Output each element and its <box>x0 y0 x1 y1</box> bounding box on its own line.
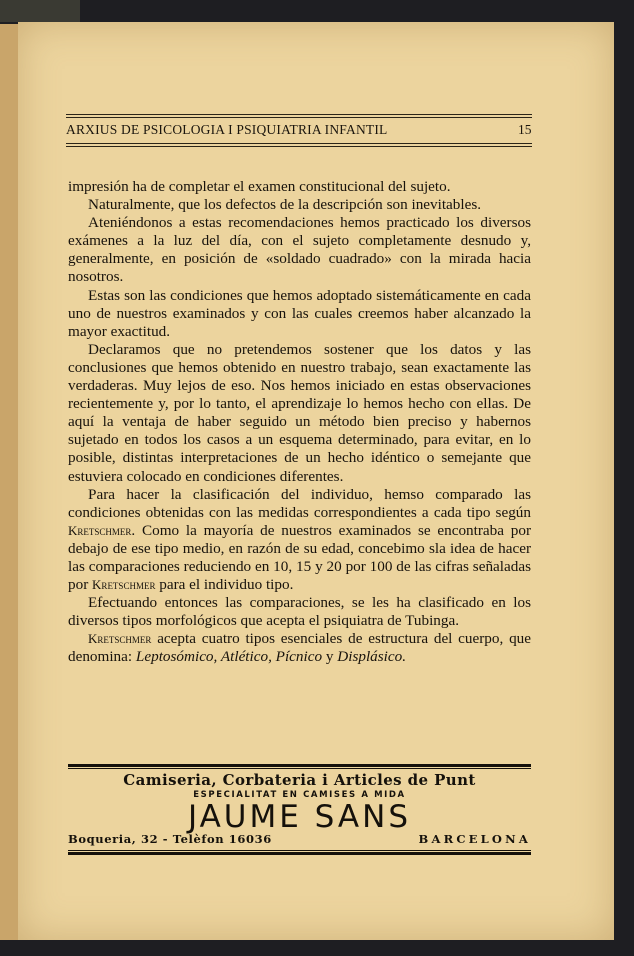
ad-rule-top <box>68 764 531 767</box>
type-list: Leptosómico, Atlético, Pícnico <box>135 648 323 666</box>
ad-specialty: ESPECIALITAT EN CAMISES A MIDA <box>193 790 406 800</box>
paragraph: Efectuando entonces las comparaciones, se les ha clasificado en los diversos tipos morfológicos que acepta el psiquiatra de Tubinga. <box>68 594 531 630</box>
conjunction: y <box>325 648 334 666</box>
paragraph: Declaramos que no pretendemos sostener que los datos y las conclusiones que hemos obtenido en nuestro trabajo, sean exactamente las verdaderas. Muy lejos de eso. Nos hemos iniciado en estas observaciones recientemente y, por lo tanto, el aprendizaje lo hemos hecho con ellas. De aquí la ventaja de haber seguido un método bien preciso y habernos sujetado en todos los casos a un esquema determinado, para evitar, en lo posible, distintas interpretaciones de un hecho idéntico o semejante que estuviera colocado en condiciones diferentes. <box>68 340 531 485</box>
paragraph-text: Para hacer la clasificación del individuo, hemso comparado las condiciones obtenidas con las medidas correspondientes a cada tipo según <box>68 485 531 521</box>
ad-rule-top-thin <box>68 768 531 769</box>
header-rule-bottom <box>66 143 532 144</box>
author-name: Kretschmer <box>88 631 152 647</box>
advertisement <box>68 764 531 856</box>
paragraph-text: . Como la mayoría de nuestros examinados se encontraba por debajo de ese tipo medio, en razón de su edad, concebimo sla idea de hacer las comparaciones reduciendo en 10, 15 y 20 por 100 de las cifras señaladas por <box>68 521 531 594</box>
ad-products: Camiseria, Corbateria i Articles de Punt <box>123 771 476 789</box>
body-text <box>68 178 531 667</box>
ad-rule-bottom-thin <box>68 850 531 851</box>
paragraph: Estas son las condiciones que hemos adoptado sistemáticamente en cada uno de nuestros examinados y con las cuales creemos haber alcanzado la mayor exactitud. <box>68 286 531 340</box>
book-spine-edge <box>0 0 80 22</box>
paragraph: impresión ha de completar el examen constitucional del sujeto. <box>68 178 451 195</box>
ad-rule-bottom <box>68 852 531 855</box>
ad-brand: JAUME SANS <box>187 799 411 835</box>
paragraph: Naturalmente, que los defectos de la descripción son inevitables. <box>88 196 482 214</box>
page-number: 15 <box>518 122 532 137</box>
header-rule-bottom-2 <box>66 146 532 147</box>
author-name: Kretschmer <box>92 577 156 593</box>
header-rule-top <box>66 114 532 115</box>
paragraph-text: acepta cuatro tipos esenciales de estructura del cuerpo, que denomina: <box>68 630 531 666</box>
ad-address: Boqueria, 32 - Telèfon 16036 <box>68 832 272 846</box>
paragraph: Ateniéndonos a estas recomendaciones hemos practicado los diversos exámenes a la luz del día, con el sujeto completamente desnudo y, generalmente, en posición de «soldado cuadrado» con la mirada hacia nosotros. <box>68 214 531 286</box>
ad-city: BARCELONA <box>418 832 531 846</box>
author-name: Kretschmer <box>68 522 132 538</box>
running-title: ARXIUS DE PSICOLOGIA I PSIQUIATRIA INFANTIL <box>66 122 388 137</box>
type-last: Displásico. <box>337 648 407 666</box>
paragraph <box>68 486 531 595</box>
paragraph-text: para el individuo tipo. <box>159 576 294 594</box>
header-rule-top-2 <box>66 117 532 118</box>
paragraph <box>68 630 531 666</box>
